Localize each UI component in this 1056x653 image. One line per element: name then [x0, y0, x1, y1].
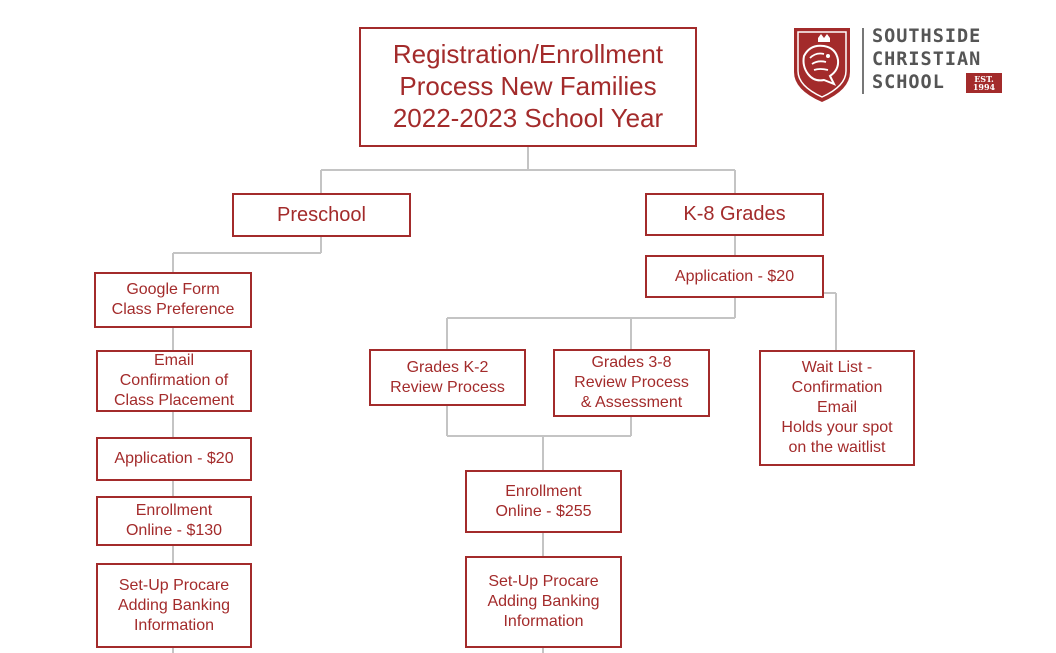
- logo-line-3: SCHOOL: [872, 72, 945, 93]
- k2-review-box: Grades K-2 Review Process: [369, 349, 526, 406]
- lion-shield-icon: [790, 22, 854, 104]
- est-year: 1994: [972, 82, 996, 92]
- preschool-application-box: Application - $20: [96, 437, 252, 481]
- k8-application-box: Application - $20: [645, 255, 824, 298]
- k8-enrollment-box: Enrollment Online - $255: [465, 470, 622, 533]
- k8-procare-box: Set-Up Procare Adding Banking Information: [465, 556, 622, 648]
- preschool-procare-box: Set-Up Procare Adding Banking Information: [96, 563, 252, 648]
- school-logo: [790, 22, 1020, 106]
- waitlist-box: Wait List - Confirmation Email Holds your spot on the waitlist: [759, 350, 915, 466]
- established-badge: [966, 73, 1002, 93]
- preschool-email-confirmation-box: Email Confirmation of Class Placement: [96, 350, 252, 412]
- preschool-box: Preschool: [232, 193, 411, 237]
- logo-divider: [862, 28, 864, 94]
- est-label: EST.: [974, 74, 994, 84]
- diagram-title: Registration/Enrollment Process New Families 2022-2023 School Year: [359, 27, 697, 147]
- grades-3-8-review-box: Grades 3-8 Review Process & Assessment: [553, 349, 710, 417]
- k8-grades-box: K-8 Grades: [645, 193, 824, 236]
- preschool-google-form-box: Google Form Class Preference: [94, 272, 252, 328]
- preschool-enrollment-box: Enrollment Online - $130: [96, 496, 252, 546]
- logo-line-2: CHRISTIAN: [872, 49, 982, 70]
- logo-line-1: SOUTHSIDE: [872, 26, 982, 47]
